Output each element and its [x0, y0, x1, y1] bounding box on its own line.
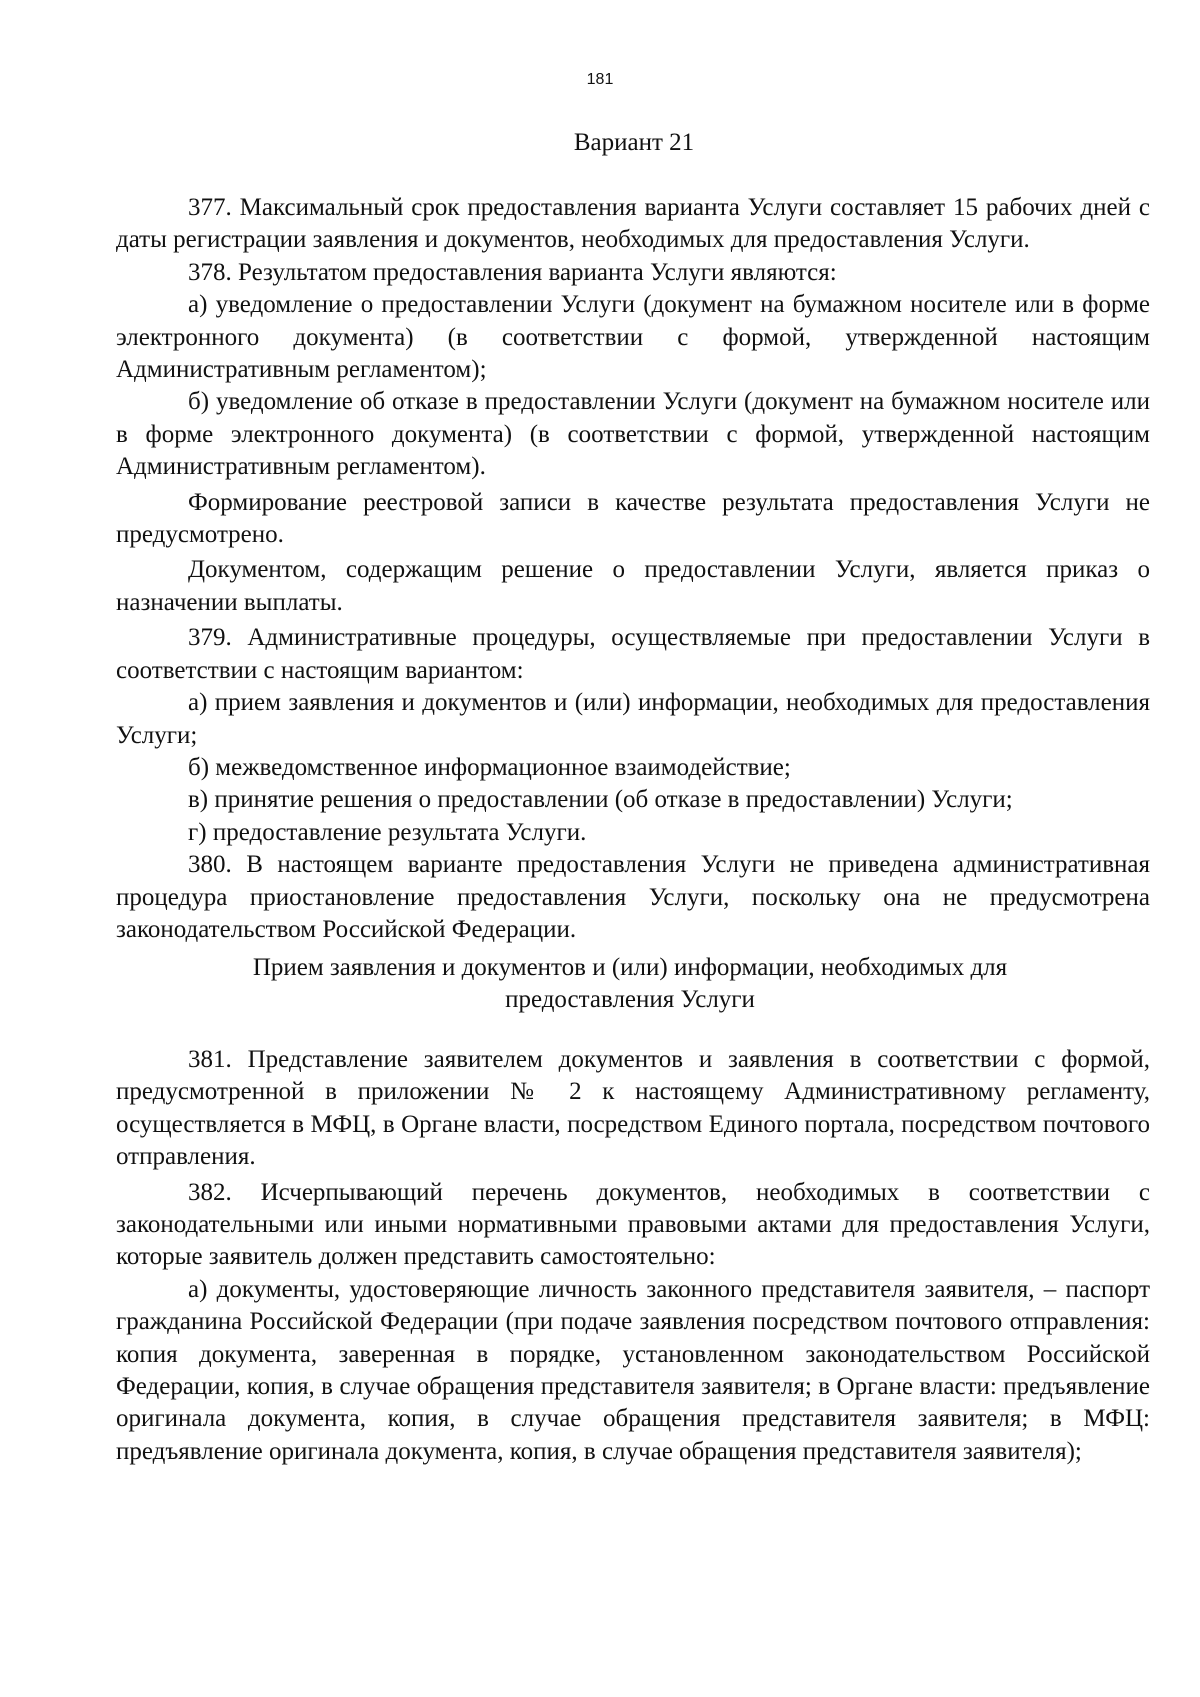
paragraph-decision-document: Документом, содержащим решение о предоставлении Услуги, является приказ о назначении выплаты.	[116, 556, 1150, 616]
page-number: 181	[586, 71, 614, 88]
section-variant-terms	[116, 192, 1150, 946]
paragraph-381: 381. Представление заявителем документов и заявления в соответствии с формой, предусмотренной в приложении № 2 к настоящему Административному регламенту, осуществляется в МФЦ, в Органе власти, посредством Единого портала, посредством почтового отправления.	[116, 1046, 1150, 1171]
list-item-379-a: а) прием заявления и документов и (или) информации, необходимых для предоставления Услуги;	[116, 689, 1150, 749]
paragraph-382: 382. Исчерпывающий перечень документов, необходимых в соответствии с законодательными или иными нормативными правовыми актами для предоставления Услуги, которые заявитель должен представить самостоятельно:	[116, 1178, 1150, 1271]
list-item-379-g: г) предоставление результата Услуги.	[188, 818, 587, 846]
list-item-382-a: а) документы, удостоверяющие личность законного представителя заявителя, – паспорт гражданина Российской Федерации (при подаче заявления посредством почтового отправления: копия документа, заверенная в порядке, установленном законодательством Российской Федерации, копия, в случае обращения представителя заявителя; в Органе власти: предъявление оригинала документа, копия, в случае обращения представителя заявителя; в МФЦ: предъявление оригинала документа, копия, в случае обращения представителя заявителя);	[116, 1275, 1150, 1465]
variant-title: Вариант 21	[573, 129, 695, 156]
list-item-378-a: а) уведомление о предоставлении Услуги (документ на бумажном носителе или в форме электронного документа) (в соответствии с формой, утвержденной настоящим Административным регламентом);	[116, 291, 1150, 384]
section-application-intake	[116, 1044, 1150, 1468]
list-item-378-b: б) уведомление об отказе в предоставлении Услуги (документ на бумажном носителе или в форме электронного документа) (в соответствии с формой, утвержденной настоящим Административным регламентом).	[116, 388, 1150, 481]
paragraph-380: 380. В настоящем варианте предоставления Услуги не приведена административная процедура приостановление предоставления Услуги, поскольку она не предусмотрена законодательством Российской Федерации.	[116, 851, 1150, 943]
paragraph-378: 378. Результатом предоставления варианта Услуги являются:	[188, 258, 837, 286]
paragraph-379: 379. Административные процедуры, осуществляемые при предоставлении Услуги в соответствии с настоящим вариантом:	[116, 624, 1150, 684]
list-item-379-b: б) межведомственное информационное взаимодействие;	[188, 753, 791, 781]
section-heading-application-intake: Прием заявления и документов и (или) информации, необходимых для предоставления Услуги	[252, 954, 1008, 1014]
list-item-379-v: в) принятие решения о предоставлении (об отказе в предоставлении) Услуги;	[188, 786, 1013, 814]
paragraph-377: 377. Максимальный срок предоставления варианта Услуги составляет 15 рабочих дней с даты регистрации заявления и документов, необходимых для предоставления Услуги.	[116, 194, 1150, 254]
paragraph-registry-record: Формирование реестровой записи в качестве результата предоставления Услуги не предусмотрено.	[116, 488, 1150, 549]
